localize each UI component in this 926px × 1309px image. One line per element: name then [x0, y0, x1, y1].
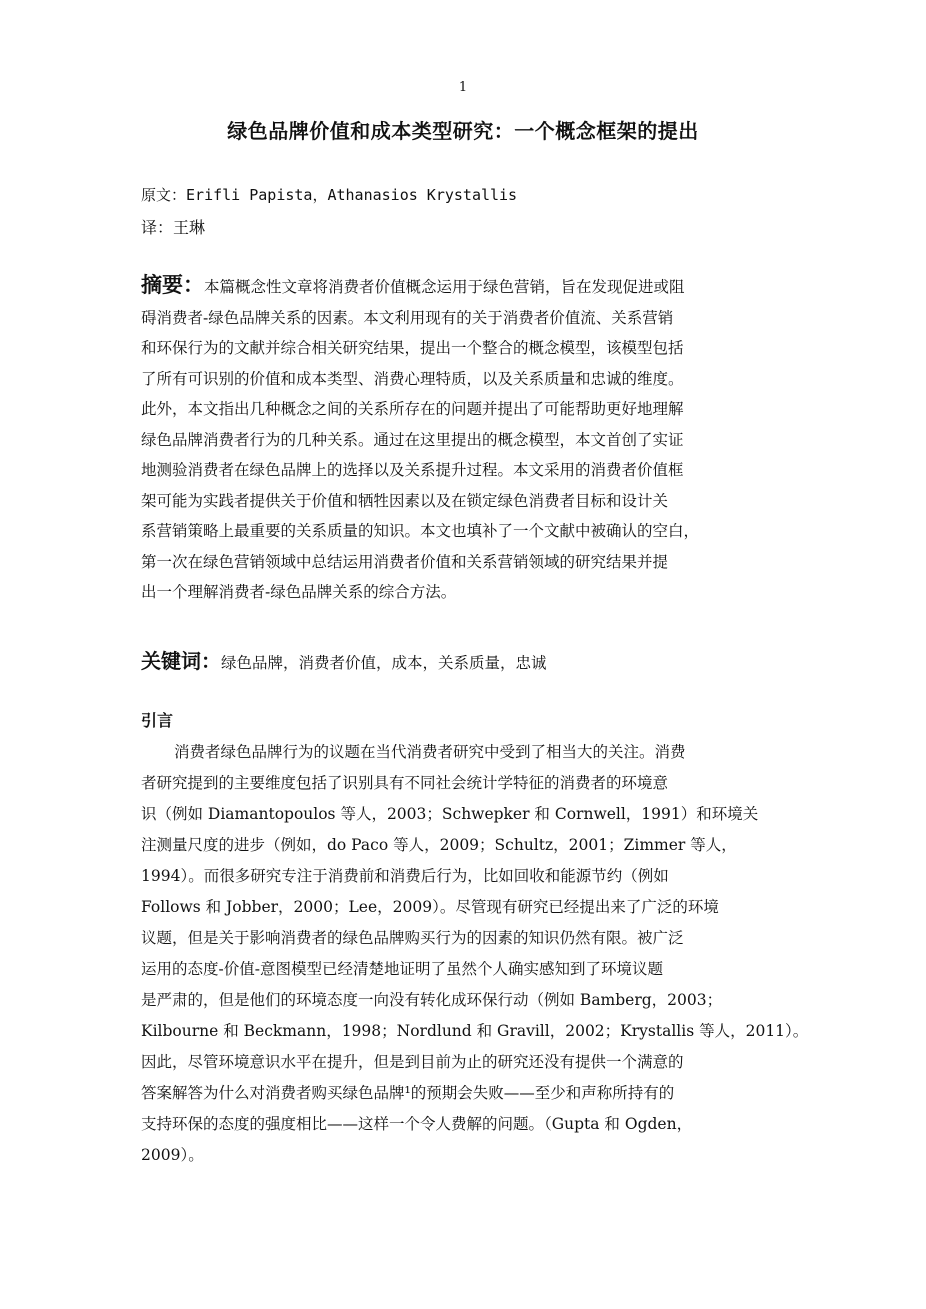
- abstract-line: 此外，本文指出几种概念之间的关系所存在的问题并提出了可能帮助更好地理解: [141, 400, 684, 418]
- document-title: 绿色品牌价值和成本类型研究：一个概念框架的提出: [227, 119, 699, 143]
- intro-line: 是严肃的，但是他们的环境态度一向没有转化成环保行动（例如 Bamberg，2003；: [141, 991, 723, 1009]
- intro-line: 运用的态度-价值-意图模型已经清楚地证明了虽然个人确实感知到了环境议题: [141, 960, 663, 978]
- abstract-line: 第一次在绿色营销领域中总结运用消费者价值和关系营销领域的研究结果并提: [141, 552, 669, 571]
- abstract-line: 绿色品牌消费者行为的几种关系。通过在这里提出的概念模型，本文首创了实证: [141, 430, 684, 449]
- authors-label: 原文：: [141, 186, 187, 204]
- abstract-line: 和环保行为的文献并综合相关研究结果，提出一个整合的概念模型，该模型包括: [141, 339, 684, 357]
- keywords-text: 绿色品牌，消费者价值，成本，关系质量，忠诚: [221, 654, 547, 672]
- authors-line: [141, 184, 517, 205]
- intro-line: 者研究提到的主要维度包括了识别具有不同社会统计学特征的消费者的环境意: [141, 774, 669, 792]
- abstract-line: 了所有可识别的价值和成本类型、消费心理特质，以及关系质量和忠诚的维度。: [141, 369, 684, 388]
- intro-line: 支持环保的态度的强度相比——这样一个令人费解的问题。（Gupta 和 Ogden，: [141, 1115, 693, 1133]
- abstract-line: 系营销策略上最重要的关系质量的知识。本文也填补了一个文献中被确认的空白，: [141, 522, 700, 540]
- abstract: [141, 270, 791, 608]
- abstract-line: 地测验消费者在绿色品牌上的选择以及关系提升过程。本文采用的消费者价值框: [141, 461, 684, 479]
- abstract-heading: 摘要：: [141, 273, 204, 297]
- translator-label: 译：: [141, 218, 174, 237]
- intro-line: 识（例如 Diamantopoulos 等人，2003；Schwepker 和 Cornwell，1991）和环境关: [141, 805, 759, 823]
- intro-line: Kilbourne 和 Beckmann，1998；Nordlund 和 Gravill，2002；Krystallis 等人，2011）。: [141, 1022, 809, 1040]
- intro-line: 答案解答为什么对消费者购买绿色品牌¹的预期会失败——至少和声称所持有的: [141, 1084, 675, 1102]
- keywords: [141, 645, 791, 674]
- abstract-line: 出一个理解消费者-绿色品牌关系的综合方法。: [141, 583, 457, 601]
- intro-line: 注测量尺度的进步（例如，do Paco 等人，2009；Schultz，2001；Zimmer 等人，: [141, 836, 737, 854]
- introduction-body: [141, 737, 809, 1171]
- abstract-line: 碍消费者-绿色品牌关系的因素。本文利用现有的关于消费者价值流、关系营销: [141, 308, 674, 327]
- intro-line: 1994）。而很多研究专注于消费前和消费后行为，比如回收和能源节约（例如: [141, 867, 669, 885]
- abstract-line: [141, 270, 791, 303]
- abstract-line: 架可能为实践者提供关于价值和牺牲因素以及在锁定绿色消费者目标和设计关: [141, 491, 669, 510]
- intro-line: 因此，尽管环境意识水平在提升，但是到目前为止的研究还没有提供一个满意的: [141, 1053, 684, 1071]
- intro-line: 消费者绿色品牌行为的议题在当代消费者研究中受到了相当大的关注。消费: [174, 743, 686, 761]
- intro-line: Follows 和 Jobber，2000；Lee，2009）。尽管现有研究已经提出来了广泛的环境: [141, 898, 719, 916]
- introduction-heading: 引言: [141, 711, 174, 730]
- translator-line: [141, 215, 205, 238]
- translator: 王琳: [173, 218, 206, 237]
- page-number: 1: [458, 80, 468, 95]
- abstract-text: 本篇概念性文章将消费者价值概念运用于绿色营销，旨在发现促进或阻: [204, 278, 685, 296]
- keywords-heading: 关键词：: [141, 649, 221, 673]
- authors: Erifli Papista，Athanasios Krystallis: [186, 186, 518, 204]
- intro-line: 2009）。: [141, 1146, 204, 1164]
- intro-line: 议题，但是关于影响消费者的绿色品牌购买行为的因素的知识仍然有限。被广泛: [141, 929, 684, 947]
